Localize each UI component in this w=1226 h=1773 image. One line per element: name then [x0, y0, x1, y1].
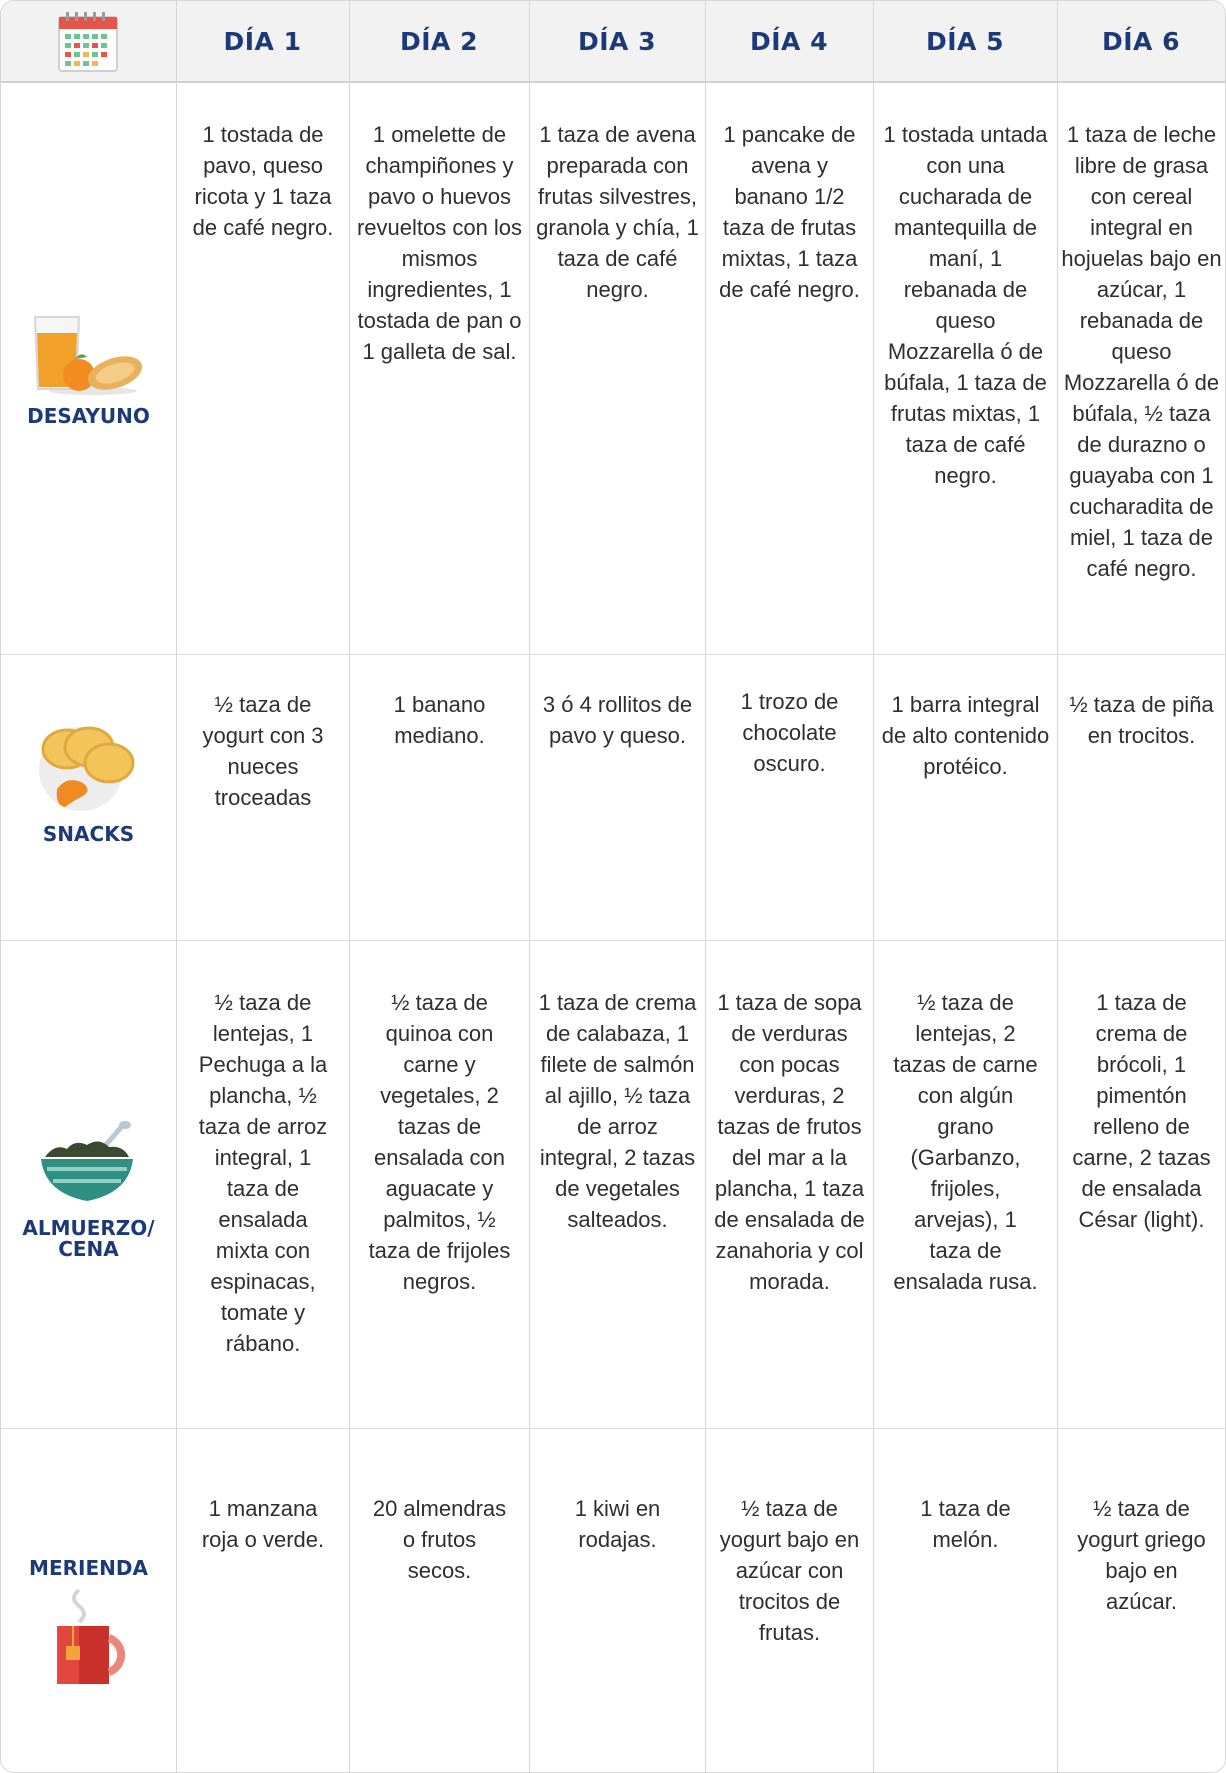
juice-and-bread-icon	[31, 313, 146, 395]
header-day-2: DÍA 2	[399, 26, 478, 56]
meal-cell-desayuno-day-1: 1 tostada de pavo, queso ricota y 1 taza de café negro.	[192, 122, 334, 240]
meal-cell-almuerzo-day-1: ½ taza de lentejas, 1 Pechuga a la plancha, ½ taza de arroz integral, 1 taza de ensalada mixta con espinacas, tomate y rábano.	[198, 990, 328, 1356]
tea-mug-icon	[53, 1586, 133, 1686]
header-day-4: DÍA 4	[749, 26, 828, 56]
meal-cell-snacks-day-6: ½ taza de piña en trocitos.	[1069, 692, 1214, 748]
meal-cell-desayuno-day-6: 1 taza de leche libre de grasa con cereal integral en hojuelas bajo en azúcar, 1 rebanada de queso Mozzarella ó de búfala, ½ taza de durazno o guayaba con 1 cucharadita de miel, 1 taza de café negro.	[1061, 122, 1222, 581]
meal-cell-almuerzo-day-5: ½ taza de lentejas, 2 tazas de carne con algún grano (Garbanzo, frijoles, arvejas), 1 taza de ensalada rusa.	[893, 990, 1038, 1294]
row-label-snacks: SNACKS	[42, 822, 135, 846]
crackers-plate-icon	[37, 719, 137, 813]
meal-cell-snacks-day-2: 1 banano mediano.	[393, 692, 486, 748]
header-day-3: DÍA 3	[577, 26, 656, 56]
meal-cell-merienda-day-2: 20 almendras o frutos secos.	[372, 1496, 507, 1583]
meal-cell-desayuno-day-5: 1 tostada untada con una cucharada de mantequilla de maní, 1 rebanada de queso Mozzarella ó de búfala, 1 taza de frutas mixtas, 1 taza de café negro.	[883, 122, 1048, 488]
meal-cell-desayuno-day-2: 1 omelette de champiñones y pavo o huevos revueltos con los mismos ingredientes, 1 tostada de pan o 1 galleta de sal.	[356, 122, 523, 364]
meal-cell-desayuno-day-4: 1 pancake de avena y banano 1/2 taza de frutas mixtas, 1 taza de café negro.	[719, 122, 860, 302]
header-day-1: DÍA 1	[223, 26, 302, 56]
calendar-icon	[57, 11, 121, 73]
row-divider	[1, 654, 1225, 655]
meal-cell-merienda-day-5: 1 taza de melón.	[920, 1496, 1011, 1552]
meal-cell-merienda-day-4: ½ taza de yogurt bajo en azúcar con trocitos de frutas.	[719, 1496, 860, 1645]
meal-cell-merienda-day-1: 1 manzana roja o verde.	[201, 1496, 325, 1552]
header-day-5: DÍA 5	[925, 26, 1004, 56]
row-label-desayuno: DESAYUNO	[27, 404, 150, 428]
meal-cell-almuerzo-day-3: 1 taza de crema de calabaza, 1 filete de salmón al ajillo, ½ taza de arroz integral, 2 tazas de vegetales salteados.	[538, 990, 697, 1232]
meal-cell-snacks-day-1: ½ taza de yogurt con 3 nueces troceadas	[202, 692, 324, 810]
row-divider	[1, 940, 1225, 941]
salad-bowl-icon	[37, 1121, 137, 1205]
meal-cell-merienda-day-3: 1 kiwi en rodajas.	[574, 1496, 661, 1552]
meal-cell-almuerzo-day-4: 1 taza de sopa de verduras con pocas verduras, 2 tazas de frutos del mar a la plancha, 1 taza de ensalada de zanahoria y col morada.	[714, 990, 865, 1294]
row-divider	[1, 1428, 1225, 1429]
meal-cell-almuerzo-day-2: ½ taza de quinoa con carne y vegetales, 2 tazas de ensalada con aguacate y palmitos, ½ taza de frijoles negros.	[368, 990, 511, 1294]
row-label-almuerzo-cena: ALMUERZO/ CENA	[22, 1216, 155, 1261]
meal-cell-snacks-day-5: 1 barra integral de alto contenido protéico.	[881, 692, 1050, 779]
meal-cell-snacks-day-3: 3 ó 4 rollitos de pavo y queso.	[542, 692, 693, 748]
meal-cell-snacks-day-4: 1 trozo de chocolate oscuro.	[740, 689, 839, 776]
meal-cell-desayuno-day-3: 1 taza de avena preparada con frutas silvestres, granola y chía, 1 taza de café negro.	[536, 122, 699, 302]
meal-cell-merienda-day-6: ½ taza de yogurt griego bajo en azúcar.	[1077, 1496, 1206, 1614]
row-label-merienda: MERIENDA	[29, 1556, 148, 1580]
meal-cell-almuerzo-day-6: 1 taza de crema de brócoli, 1 pimentón relleno de carne, 2 tazas de ensalada César (light).	[1072, 990, 1211, 1232]
header-day-6: DÍA 6	[1101, 26, 1180, 56]
